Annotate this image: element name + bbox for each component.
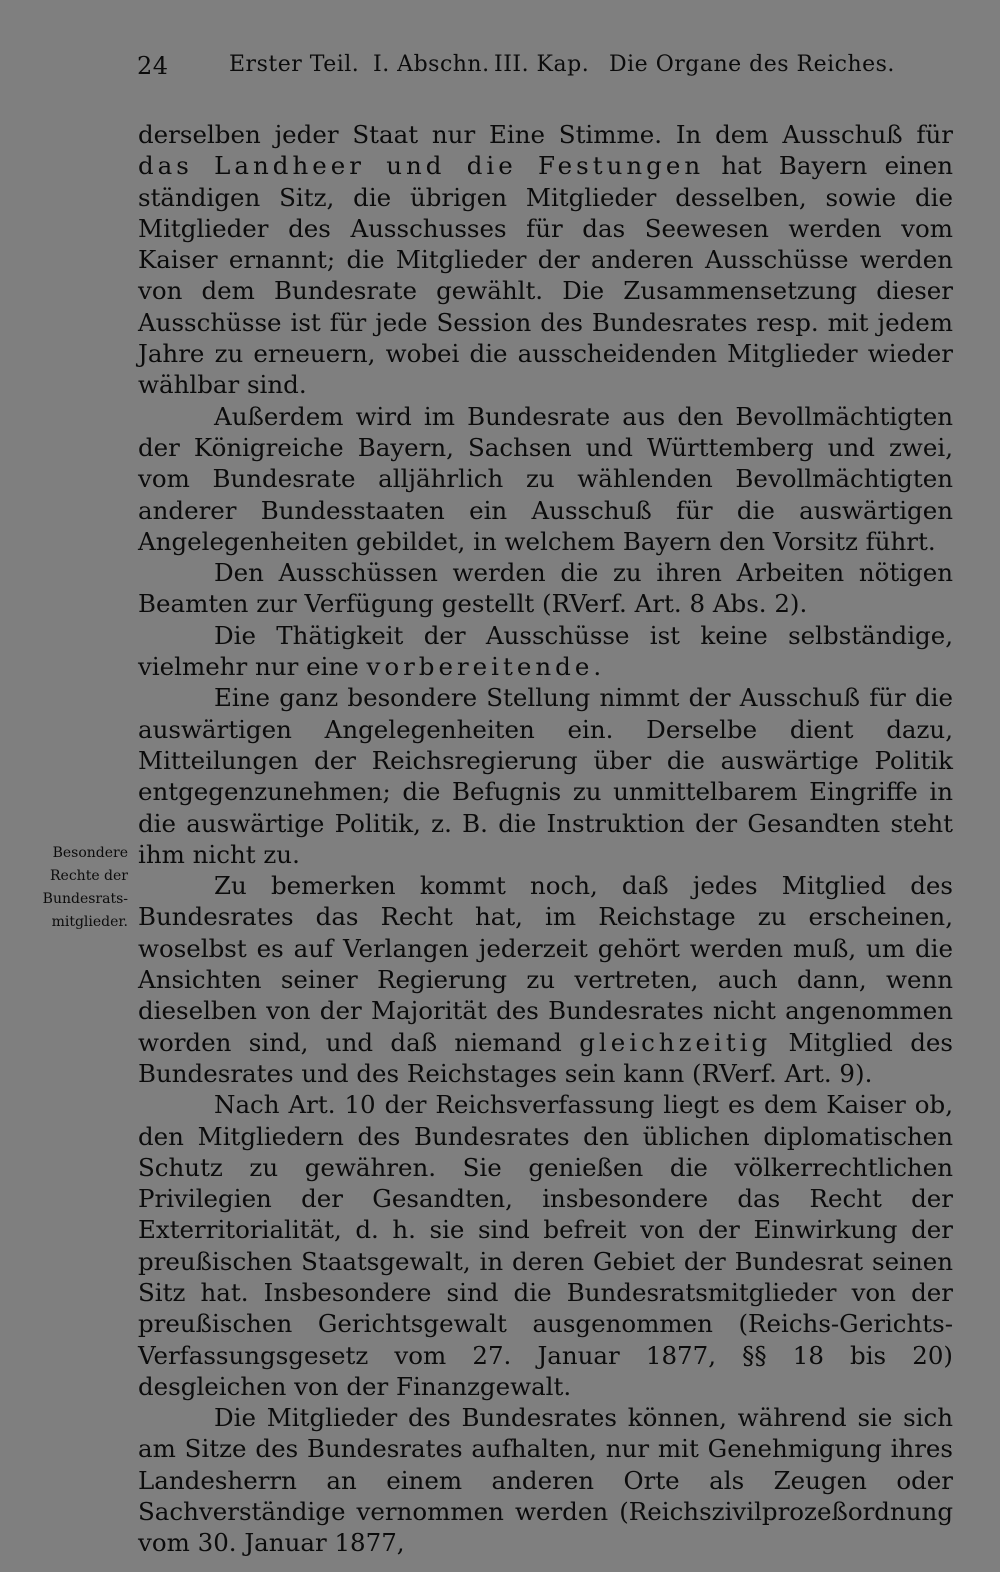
paragraph-1 — [138, 119, 953, 401]
running-header — [137, 52, 895, 88]
text-run: Mitglied des Bundesrates und des Reichstages sein kann (RVerf. Art. 9). — [138, 1027, 953, 1088]
paragraph-6 — [138, 870, 953, 1089]
margin-note-line: Rechte der — [50, 868, 128, 884]
paragraph-2: Außerdem wird im Bundesrate aus den Bevollmächtigten der Königreiche Bayern, Sachsen und Württemberg und zwei, vom Bundesrate alljährlich zu wählenden Bevollmächtigten anderer Bundesstaaten ein Ausschuß für die auswärtigen Angelegenheiten gebildet, in welchem Bayern den Vorsitz führt. — [138, 401, 953, 556]
paragraph-8: Die Mitglieder des Bundesrates können, während sie sich am Sitze des Bundesrates aufhalten, nur mit Genehmigung ihres Landesherrn an einem anderen Orte als Zeugen oder Sachverständige vernommen werden (Reichszivilprozeßordnung vom 30. Januar 1877, — [138, 1403, 953, 1558]
text-run: hat Bayern einen ständigen Sitz, die übrigen Mitglieder desselben, sowie die Mitglieder des Ausschusses für das Seewesen werden vom Kaiser ernannt; die Mitglieder der anderen Ausschüsse werden von dem Bundesrate gewählt. Die Zusammensetzung dieser Ausschüsse ist für jede Session des Bundesrates resp. mit jedem Jahre zu erneuern, wobei die ausscheidenden Mitglieder wieder wählbar sind. — [138, 151, 953, 400]
page-number: 24 — [137, 52, 169, 80]
margin-note-line: Besondere — [52, 845, 128, 861]
header-title: Die Organe des Reiches. — [609, 52, 895, 77]
header-section: I. Abschn. — [373, 52, 490, 77]
body-text — [138, 119, 953, 1559]
spaced-emphasis: das Landheer und die Festungen — [138, 151, 705, 181]
margin-note-line: mitglieder. — [51, 914, 128, 930]
margin-note — [24, 842, 128, 934]
margin-note-line: Bundesrats- — [42, 891, 128, 907]
header-part: Erster Teil. — [229, 52, 360, 77]
spaced-emphasis: gleichzeitig — [579, 1027, 772, 1057]
spaced-emphasis: vorbereitende — [366, 652, 594, 682]
paragraph-4 — [138, 620, 953, 683]
text-run: . — [593, 652, 602, 682]
paragraph-5: Eine ganz besondere Stellung nimmt der Ausschuß für die auswärtigen Angelegenheiten ein. Derselbe dient dazu, Mitteilungen der Reichsregierung über die auswärtige Politik entgegenzunehmen; die Befugnis zu unmittelbarem Eingriffe in die auswärtige Politik, z. B. die Instruktion der Gesandten steht ihm nicht zu. — [138, 683, 953, 869]
paragraph-3: Den Ausschüssen werden die zu ihren Arbeiten nötigen Beamten zur Verfügung gestellt (RVerf. Art. 8 Abs. 2). — [138, 558, 953, 619]
text-run: Zu bemerken kommt noch, daß jedes Mitglied des Bundesrates das Recht hat, im Reichstage zu erscheinen, woselbst es auf Verlangen jederzeit gehört werden muß, um die Ansichten seiner Regierung zu vertreten, auch dann, wenn dieselben von der Majorität des Bundesrates nicht angenommen worden sind, und daß niemand — [138, 871, 953, 1057]
paragraph-7: Nach Art. 10 der Reichsverfassung liegt es dem Kaiser ob, den Mitgliedern des Bundesrates den üblichen diplomatischen Schutz zu gewähren. Sie genießen die völkerrechtlichen Privilegien der Gesandten, insbesondere das Recht der Exterritorialität, d. h. sie sind befreit von der Einwirkung der preußischen Staatsgewalt, in deren Gebiet der Bundesrat seinen Sitz hat. Insbesondere sind die Bundesratsmitglieder von der preußischen Gerichtsgewalt ausgenommen (Reichs-Gerichts-Verfassungsgesetz vom 27. Januar 1877, §§ 18 bis 20) desgleichen von der Finanzgewalt. — [138, 1090, 953, 1401]
text-run: Die Thätigkeit der Ausschüsse ist keine selbständige, vielmehr nur eine — [138, 620, 953, 682]
header-chapter: III. Kap. — [494, 52, 590, 77]
text-run: derselben jeder Staat nur Eine Stimme. In dem Ausschuß für — [138, 120, 953, 149]
